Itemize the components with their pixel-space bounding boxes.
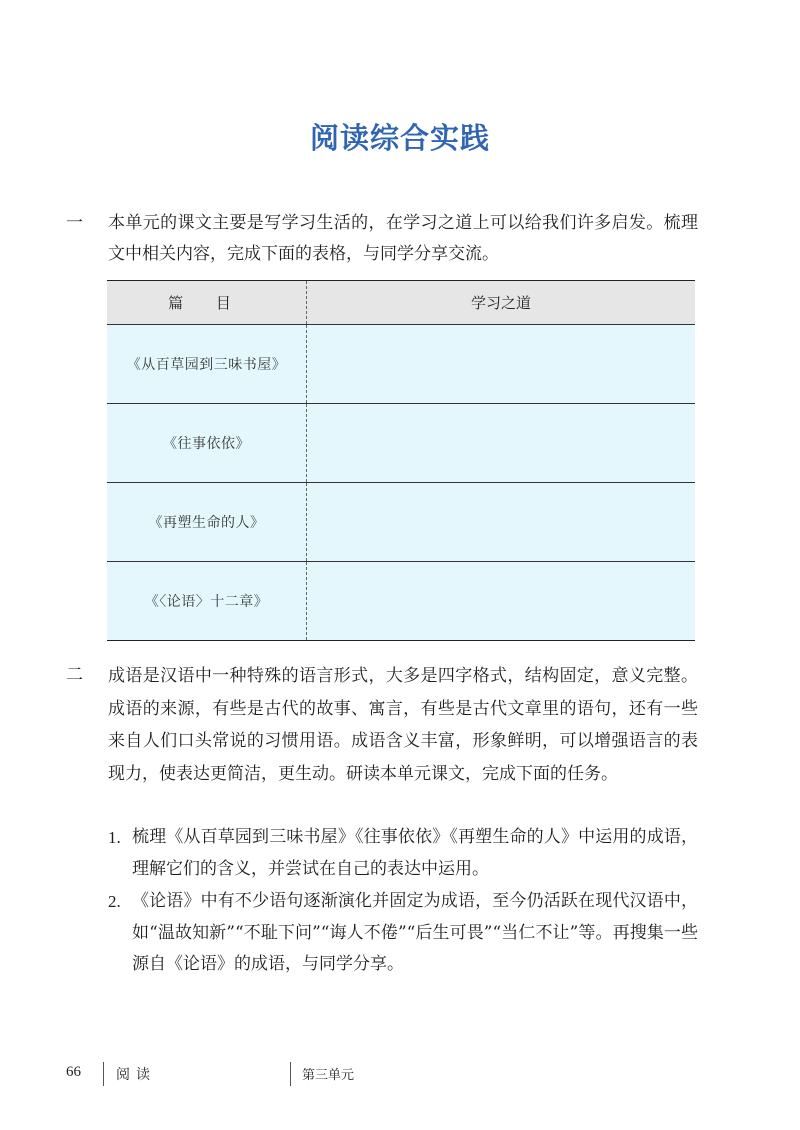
table-cell-title: 《〈论语〉十二章》 [107,562,307,641]
section-text: 成语是汉语中一种特殊的语言形式，大多是四字格式，结构固定，意义完整。成语的来源，有些是古代的故事、寓言，有些是古代文章里的语句，还有一些来自人们口头常说的习惯用语。成语含义丰富，形象鲜明，可以增强语言的表现力，使表达更简洁，更生动。研读本单元课文，完成下面的任务。 [108,666,698,784]
section-text: 本单元的课文主要是写学习生活的，在学习之道上可以给我们许多启发。梳理文中相关内容，完成下面的表格，与同学分享交流。 [108,213,698,264]
table-row [107,325,695,404]
table-cell-content[interactable] [307,483,696,562]
page-title: 阅读综合实践 [309,121,490,155]
footer-section: 阅读 [116,1067,156,1083]
table-cell-content[interactable] [307,325,696,404]
study-table [107,280,695,641]
table-header-title: 篇 目 [107,281,307,325]
table-cell-content[interactable] [307,404,696,483]
table-row [107,483,695,562]
table-row [107,562,695,641]
section-number: 二 [66,665,83,685]
table-cell-title: 《再塑生命的人》 [107,483,307,562]
table-header-content: 学习之道 [307,281,696,325]
table-cell-title: 《从百草园到三味书屋》 [107,325,307,404]
page-number: 66 [66,1064,81,1080]
page-footer [0,1062,800,1088]
table-header-row [107,281,695,325]
footer-divider [103,1062,104,1086]
list-item [108,822,698,885]
footer-unit: 第三单元 [302,1068,355,1083]
list-item [108,886,698,981]
task-number: 1. [108,828,121,847]
task-number: 2. [108,892,121,911]
task-text: 梳理《从百草园到三味书屋》《往事依依》《再塑生命的人》中运用的成语，理解它们的含义，并尝试在自己的表达中运用。 [132,827,698,879]
task-text: 《论语》中有不少语句逐渐演化并固定为成语，至今仍活跃在现代汉语中，如“温故知新”“不耻下问”“诲人不倦”“后生可畏”“当仁不让”等。再搜集一些源自《论语》的成语，与同学分享。 [132,891,698,974]
table-row [107,404,695,483]
section-number: 一 [66,213,83,233]
footer-divider [290,1062,291,1086]
table-cell-content[interactable] [307,562,696,641]
table-cell-title: 《往事依依》 [107,404,307,483]
